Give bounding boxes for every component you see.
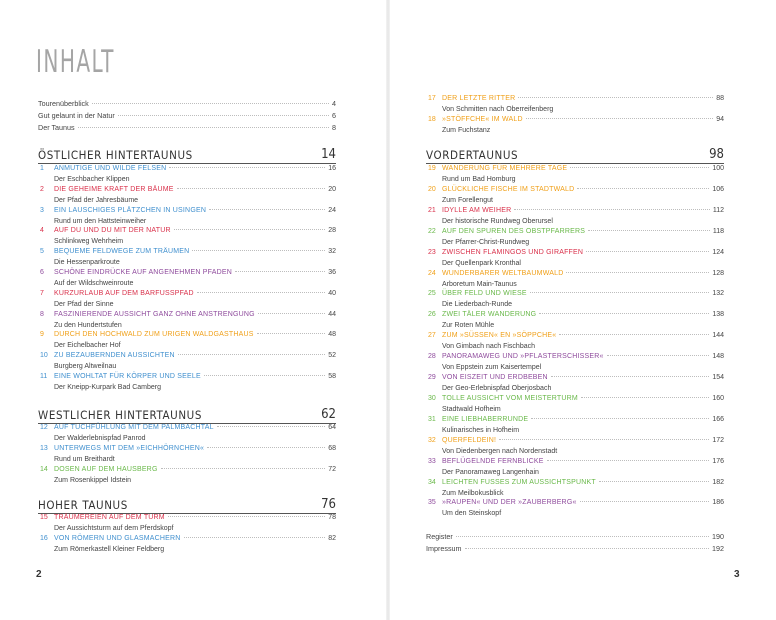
tour-subtitle: Die Hessenparkroute xyxy=(54,259,120,267)
tour-subtitle: Stadtwald Hofheim xyxy=(442,405,501,413)
tour-title: DIE GEHEIME KRAFT DER BÄUME xyxy=(54,185,174,193)
tour-number: 27 xyxy=(428,332,436,340)
leader-dots xyxy=(209,208,325,210)
tour-entry xyxy=(38,373,336,393)
tour-entry-title-row xyxy=(426,186,724,196)
tour-entry xyxy=(426,416,724,436)
tour-title: SCHÖNE EINDRÜCKE AUF ANGENEHMEN PFADEN xyxy=(54,269,232,276)
tour-entry xyxy=(426,186,724,206)
toc-line xyxy=(38,99,336,109)
tour-entry-title-row xyxy=(426,116,724,126)
leader-dots xyxy=(607,354,710,356)
tour-entry xyxy=(38,290,336,310)
section-heading xyxy=(38,405,336,424)
leader-dots xyxy=(518,96,713,98)
leader-dots xyxy=(184,536,326,538)
tour-subtitle: Der Pfarrer-Christ-Rundweg xyxy=(442,238,530,246)
tour-number: 18 xyxy=(428,116,436,123)
toc-page-number: 4 xyxy=(332,99,336,108)
tour-page-number: 94 xyxy=(716,116,724,123)
tour-page-number: 128 xyxy=(712,269,724,277)
leader-dots xyxy=(559,333,709,335)
tour-entry xyxy=(38,165,336,185)
section-title: VORDERTAUNUS xyxy=(426,148,519,162)
tour-title: TOLLE AUSSICHT VOM MEISTERTURM xyxy=(442,394,578,402)
tour-entry-title-row xyxy=(38,466,336,476)
tour-page-number: 138 xyxy=(712,311,724,319)
leader-dots xyxy=(530,291,710,293)
section-title: ÖSTLICHER HINTERTAUNUS xyxy=(38,148,193,162)
tour-page-number: 64 xyxy=(328,424,336,431)
tour-entry xyxy=(426,249,724,269)
tour-entry-title-row xyxy=(426,437,724,447)
tour-title: ANMUTIGE UND WILDE FELSEN xyxy=(54,165,167,172)
leader-dots xyxy=(169,166,325,168)
tour-subtitle: Der Walderlebnispfad Panrod xyxy=(54,435,146,442)
leader-dots xyxy=(465,547,709,549)
leader-dots xyxy=(174,228,325,230)
leader-dots xyxy=(570,166,709,168)
tour-page-number: 112 xyxy=(712,206,724,214)
tour-entry-title-row xyxy=(426,458,724,468)
tour-title: WANDERUNG FÜR MEHRERE TAGE xyxy=(442,165,568,172)
tour-subtitle: Rund um den Hattsteinweiher xyxy=(54,217,147,225)
leader-dots xyxy=(499,438,709,440)
tour-page-number: 144 xyxy=(712,332,724,340)
tour-entry xyxy=(426,395,724,415)
page-title: INHALT xyxy=(36,44,115,80)
leader-dots xyxy=(192,249,325,251)
tour-number: 2 xyxy=(40,185,44,193)
tour-number: 16 xyxy=(40,534,48,542)
tour-number: 9 xyxy=(40,331,44,339)
tour-entry xyxy=(38,352,336,372)
tour-page-number: 28 xyxy=(328,227,336,235)
tour-entry-title-row xyxy=(426,499,724,509)
tour-title: EINE WOHLTAT FÜR KÖRPER UND SEELE xyxy=(54,373,201,380)
leader-dots xyxy=(531,417,709,419)
leader-dots xyxy=(118,114,329,116)
tour-title: VON EISZEIT UND ERDBEBEN xyxy=(442,374,548,381)
tour-number: 33 xyxy=(428,457,436,465)
toc-line xyxy=(426,544,724,554)
tour-subtitle: Der Pfad der Sinne xyxy=(54,300,114,308)
tour-subtitle: Auf der Wildschweinroute xyxy=(54,280,134,287)
section-page-number: 14 xyxy=(321,147,336,162)
tour-entry xyxy=(426,374,724,394)
tour-subtitle: Der Aussichtsturm auf dem Pferdskopf xyxy=(54,525,174,532)
tour-entry xyxy=(426,332,724,352)
leader-dots xyxy=(539,312,709,314)
section-page-number: 98 xyxy=(709,147,724,162)
tour-number: 5 xyxy=(40,248,44,256)
tour-entry xyxy=(426,311,724,331)
tour-page-number: 82 xyxy=(328,534,336,542)
tour-subtitle: Von Schmitten nach Oberreifenberg xyxy=(442,106,554,113)
tour-entry xyxy=(426,165,724,185)
tour-page-number: 68 xyxy=(328,444,336,452)
tour-page-number: 40 xyxy=(328,289,336,297)
toc-label: Impressum xyxy=(426,544,462,553)
leader-dots xyxy=(197,291,325,293)
tour-subtitle: Der Panoramaweg Langenhain xyxy=(442,468,539,476)
section-title: WESTLICHER HINTERTAUNUS xyxy=(38,408,203,422)
tour-entry-title-row xyxy=(38,311,336,321)
tour-page-number: 124 xyxy=(712,248,724,256)
tour-number: 17 xyxy=(428,95,436,102)
tour-number: 1 xyxy=(40,165,44,172)
leader-dots xyxy=(235,270,325,272)
tour-entry-title-row xyxy=(38,352,336,362)
tour-entry-title-row xyxy=(426,332,724,342)
tour-number: 12 xyxy=(40,424,48,431)
tour-entry-title-row xyxy=(38,269,336,279)
tour-title: LEICHTEN FUSSES ZUM AUSSICHTSPUNKT xyxy=(442,478,596,486)
tour-entry xyxy=(426,458,724,478)
tour-entry xyxy=(38,186,336,206)
tour-subtitle: Der Eschbacher Klippen xyxy=(54,176,130,183)
tour-subtitle: Zum Meilbokusblick xyxy=(442,489,504,497)
toc-page-number: 6 xyxy=(332,111,336,120)
tour-subtitle: Rund um Bad Homburg xyxy=(442,176,516,183)
section-page-number: 62 xyxy=(321,407,336,422)
tour-title: UNTERWEGS MIT DEM »EICHHÖRNCHEN« xyxy=(54,444,205,452)
tour-page-number: 160 xyxy=(712,394,724,402)
toc-label: Der Taunus xyxy=(38,123,75,132)
leader-dots xyxy=(177,187,326,189)
tour-page-number: 36 xyxy=(328,269,336,276)
tour-subtitle: Arboretum Main-Taunus xyxy=(442,280,517,288)
tour-entry xyxy=(38,331,336,351)
tour-page-number: 176 xyxy=(712,457,724,465)
tour-title: KURZURLAUB AUF DEM BARFUSSPFAD xyxy=(54,289,194,297)
tour-subtitle: Zum Rosenkippel Idstein xyxy=(54,476,132,484)
tour-entry xyxy=(38,424,336,444)
tour-entry-title-row xyxy=(38,331,336,341)
tour-subtitle: Der Pfad der Jahresbäume xyxy=(54,196,139,204)
leader-dots xyxy=(551,375,710,377)
toc-line xyxy=(38,123,336,133)
tour-entry xyxy=(38,311,336,331)
tour-title: IDYLLE AM WEIHER xyxy=(442,206,512,214)
tour-title: GLÜCKLICHE FISCHE IM STADTWALD xyxy=(442,185,575,193)
tour-entry-title-row xyxy=(38,535,336,545)
tour-entry-title-row xyxy=(38,445,336,455)
tour-number: 32 xyxy=(428,436,436,444)
tour-subtitle: Von Diedenbergen nach Nordenstadt xyxy=(442,447,558,455)
tour-entry xyxy=(426,353,724,373)
tour-page-number: 48 xyxy=(328,331,336,339)
leader-dots xyxy=(207,446,325,448)
tour-title: DER LETZTE RITTER xyxy=(442,95,516,102)
tour-title: AUF TUCHFÜHLUNG MIT DEM PALMBACHTAL xyxy=(54,424,214,431)
leader-dots xyxy=(577,187,709,189)
tour-subtitle: Die Liederbach-Runde xyxy=(442,301,513,309)
tour-entry-title-row xyxy=(426,290,724,300)
tour-entry xyxy=(426,290,724,310)
right-page xyxy=(388,0,776,620)
tour-subtitle: Kulinarisches in Hofheim xyxy=(442,426,520,434)
tour-page-number: 148 xyxy=(712,353,724,361)
tour-number: 31 xyxy=(428,415,436,423)
tour-entry xyxy=(38,445,336,465)
tour-number: 4 xyxy=(40,227,44,235)
tour-page-number: 186 xyxy=(712,499,724,507)
toc-page-number: 8 xyxy=(332,123,336,132)
leader-dots xyxy=(178,353,325,355)
tour-subtitle: Um den Steinskopf xyxy=(442,510,502,518)
tour-page-number: 154 xyxy=(712,374,724,381)
tour-number: 3 xyxy=(40,206,44,214)
tour-entry-title-row xyxy=(38,165,336,175)
tour-title: PANORAMAWEG UND »PFLASTERSCHISSER« xyxy=(442,353,604,361)
leader-dots xyxy=(168,515,325,517)
leader-dots xyxy=(514,208,710,210)
tour-entry xyxy=(426,270,724,290)
tour-entry-title-row xyxy=(426,249,724,259)
tour-title: ZWISCHEN FLAMINGOS UND GIRAFFEN xyxy=(442,248,584,256)
tour-entry-title-row xyxy=(38,424,336,434)
tour-entry-title-row xyxy=(426,374,724,384)
tour-subtitle: Von Gimbach nach Fischbach xyxy=(442,343,535,351)
tour-subtitle: Der Kneipp-Kurpark Bad Camberg xyxy=(54,384,161,391)
section-heading xyxy=(38,495,336,514)
toc-page-number: 192 xyxy=(712,544,724,553)
tour-title: ZU BEZAUBERNDEN AUSSICHTEN xyxy=(54,352,175,360)
tour-entry-title-row xyxy=(38,514,336,524)
section-page-number: 76 xyxy=(321,497,336,512)
tour-entry-title-row xyxy=(38,248,336,258)
tour-title: EIN LAUSCHIGES PLÄTZCHEN IN USINGEN xyxy=(54,206,207,214)
tour-entry-title-row xyxy=(426,95,724,105)
tour-page-number: 24 xyxy=(328,206,336,214)
tour-number: 25 xyxy=(428,290,436,298)
tour-title: »STÖFFCHE« IM WALD xyxy=(442,116,523,123)
tour-entry xyxy=(38,248,336,268)
tour-page-number: 16 xyxy=(328,165,336,172)
tour-title: WUNDERBARER WELTBAUMWALD xyxy=(442,269,564,277)
tour-page-number: 72 xyxy=(328,465,336,473)
toc-line xyxy=(38,111,336,121)
tour-entry-title-row xyxy=(426,395,724,405)
leader-dots xyxy=(161,467,326,469)
tour-title: VON RÖMERN UND GLASMACHERN xyxy=(54,534,181,542)
tour-title: AUF DU UND DU MIT DER NATUR xyxy=(54,227,171,235)
tour-title: BEFLÜGELNDE FERNBLICKE xyxy=(442,457,544,465)
tour-entry-title-row xyxy=(38,186,336,196)
tour-number: 29 xyxy=(428,374,436,381)
tour-page-number: 106 xyxy=(712,185,724,193)
tour-number: 19 xyxy=(428,165,436,172)
leader-dots xyxy=(204,374,325,376)
leader-dots xyxy=(566,271,709,273)
tour-title: QUERFELDEIN! xyxy=(442,436,497,444)
tour-number: 22 xyxy=(428,227,436,235)
toc-label: Tourenüberblick xyxy=(38,99,89,108)
tour-subtitle: Der Quellenpark Kronthal xyxy=(442,259,521,267)
tour-entry-title-row xyxy=(426,416,724,426)
tour-page-number: 88 xyxy=(716,95,724,102)
tour-title: ZWEI TÄLER WANDERUNG xyxy=(442,311,537,319)
tour-entry xyxy=(426,437,724,457)
tour-page-number: 32 xyxy=(328,248,336,256)
leader-dots xyxy=(217,425,325,427)
leader-dots xyxy=(92,102,329,104)
tour-subtitle: Der Eichelbacher Hof xyxy=(54,342,121,350)
tour-entry xyxy=(426,499,724,519)
tour-page-number: 44 xyxy=(328,310,336,318)
tour-number: 26 xyxy=(428,311,436,319)
tour-title: ZUM »SÜSSEN« EN »SÖPPCHE« xyxy=(442,332,557,340)
tour-number: 10 xyxy=(40,352,48,360)
tour-page-number: 166 xyxy=(712,415,724,423)
leader-dots xyxy=(456,535,709,537)
tour-subtitle: Zu den Hundertstufen xyxy=(54,321,122,329)
tour-entry xyxy=(426,95,724,115)
tour-number: 34 xyxy=(428,478,436,486)
tour-entry xyxy=(426,228,724,248)
tour-entry-title-row xyxy=(426,311,724,321)
tour-entry xyxy=(38,227,336,247)
tour-title: BEQUEME FELDWEGE ZUM TRÄUMEN xyxy=(54,248,190,256)
tour-number: 30 xyxy=(428,394,436,402)
tour-subtitle: Der historische Rundweg Oberursel xyxy=(442,217,553,225)
tour-title: AUF DEN SPUREN DES OBSTPFARRERS xyxy=(442,227,586,235)
leader-dots xyxy=(78,126,329,128)
toc-page-number: 190 xyxy=(712,532,724,541)
tour-entry xyxy=(38,207,336,227)
leader-dots xyxy=(257,332,326,334)
tour-page-number: 182 xyxy=(712,478,724,486)
tour-number: 24 xyxy=(428,269,436,277)
leader-dots xyxy=(588,229,710,231)
tour-page-number: 172 xyxy=(712,436,724,444)
tour-title: DOSEN AUF DEM HAUSBERG xyxy=(54,465,158,473)
tour-entry-title-row xyxy=(38,290,336,300)
tour-page-number: 20 xyxy=(328,185,336,193)
tour-page-number: 78 xyxy=(328,514,336,521)
leader-dots xyxy=(258,312,325,314)
tour-title: EINE LIEBHABERRUNDE xyxy=(442,415,529,423)
toc-line xyxy=(426,532,724,542)
tour-entry xyxy=(38,269,336,289)
section-heading xyxy=(38,145,336,164)
tour-subtitle: Zum Forellengut xyxy=(442,196,493,204)
tour-subtitle: Der Geo-Erlebnispfad Oberjosbach xyxy=(442,385,552,392)
leader-dots xyxy=(547,459,710,461)
leader-dots xyxy=(599,480,709,482)
tour-number: 20 xyxy=(428,185,436,193)
tour-entry-title-row xyxy=(38,207,336,217)
section-heading xyxy=(426,145,724,164)
tour-number: 6 xyxy=(40,269,44,276)
tour-title: ÜBER FELD UND WIESE xyxy=(442,290,527,298)
tour-number: 23 xyxy=(428,248,436,256)
tour-entry xyxy=(38,514,336,534)
tour-title: FASZINIERENDE AUSSICHT GANZ OHNE ANSTRENGUNG xyxy=(54,310,255,318)
tour-subtitle: Rund um Breithardt xyxy=(54,455,115,463)
tour-number: 35 xyxy=(428,499,436,507)
tour-subtitle: Von Eppstein zum Kaisertempel xyxy=(442,364,542,372)
tour-entry xyxy=(38,466,336,486)
leader-dots xyxy=(586,250,709,252)
section-title: HOHER TAUNUS xyxy=(38,498,128,512)
tour-entry xyxy=(426,207,724,227)
tour-entry-title-row xyxy=(426,228,724,238)
tour-number: 11 xyxy=(40,373,48,380)
tour-entry-title-row xyxy=(38,373,336,383)
tour-page-number: 58 xyxy=(328,373,336,380)
tour-entry xyxy=(426,116,724,136)
tour-entry-title-row xyxy=(426,353,724,363)
tour-page-number: 52 xyxy=(328,352,336,360)
tour-subtitle: Zum Fuchstanz xyxy=(442,127,491,134)
tour-entry xyxy=(38,535,336,555)
tour-entry-title-row xyxy=(38,227,336,237)
tour-number: 21 xyxy=(428,206,436,214)
tour-subtitle: Schlinkweg Wehrheim xyxy=(54,238,124,246)
tour-number: 15 xyxy=(40,514,48,521)
leader-dots xyxy=(526,117,713,119)
tour-entry-title-row xyxy=(426,479,724,489)
tour-entry-title-row xyxy=(426,270,724,280)
tour-number: 14 xyxy=(40,465,48,473)
page-number-right: 3 xyxy=(734,569,740,580)
toc-label: Register xyxy=(426,532,453,541)
tour-title: DURCH DEN HOCHWALD ZUM URIGEN WALDGASTHAUS xyxy=(54,331,254,339)
page-number-left: 2 xyxy=(36,569,42,580)
tour-subtitle: Burgberg Altweilnau xyxy=(54,363,117,371)
leader-dots xyxy=(580,500,710,502)
tour-number: 7 xyxy=(40,289,44,297)
tour-subtitle: Zur Roten Mühle xyxy=(442,322,495,330)
tour-page-number: 118 xyxy=(712,227,724,235)
tour-subtitle: Zum Römerkastell Kleiner Feldberg xyxy=(54,545,165,553)
toc-label: Gut gelaunt in der Natur xyxy=(38,111,115,120)
leader-dots xyxy=(581,396,709,398)
tour-number: 8 xyxy=(40,310,44,318)
tour-page-number: 132 xyxy=(712,290,724,298)
tour-number: 13 xyxy=(40,444,48,452)
tour-title: TRÄUMEREIEN AUF DEM TURM xyxy=(54,514,165,521)
tour-page-number: 100 xyxy=(712,165,724,172)
tour-entry-title-row xyxy=(426,165,724,175)
tour-title: »RAUPEN« UND DER »ZAUBERBERG« xyxy=(442,499,577,507)
tour-number: 28 xyxy=(428,353,436,361)
tour-entry xyxy=(426,479,724,499)
tour-entry-title-row xyxy=(426,207,724,217)
